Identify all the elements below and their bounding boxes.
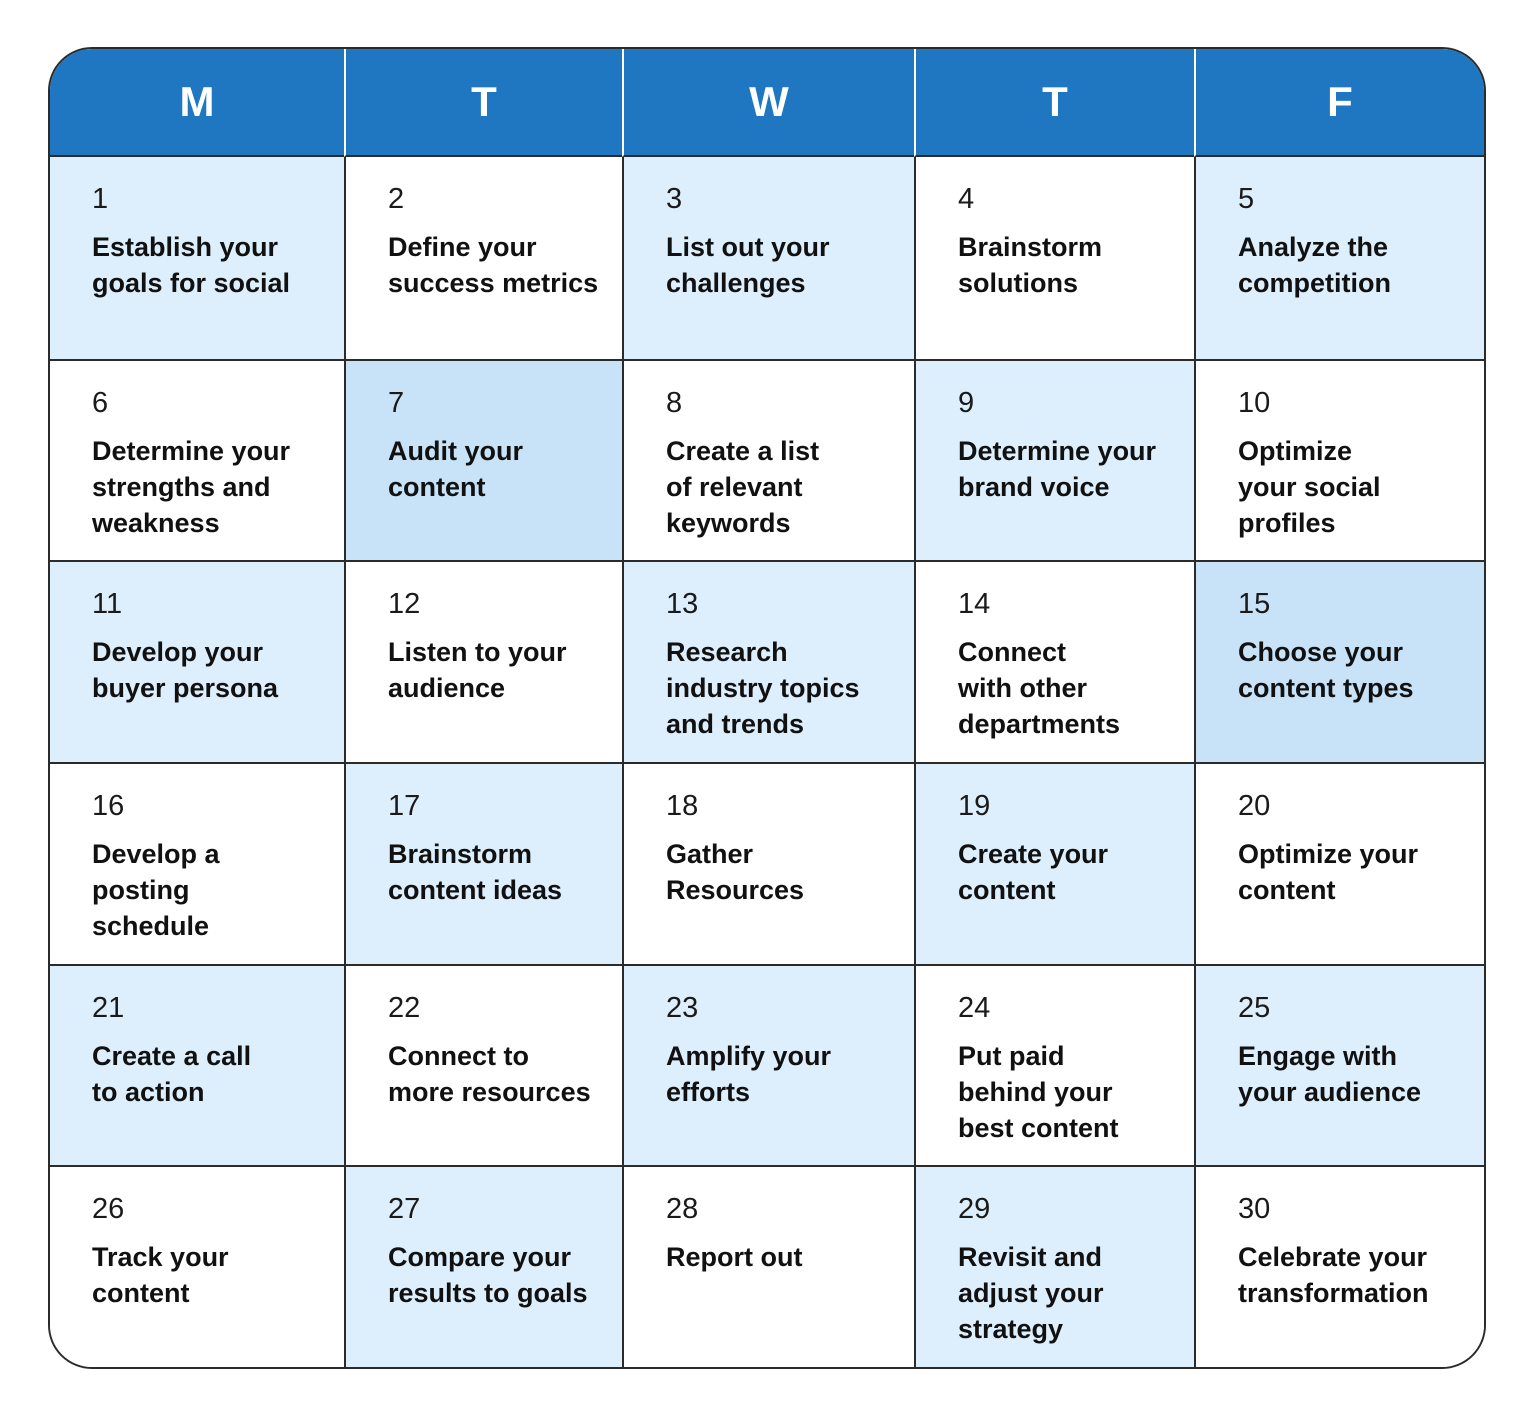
task-line: Put paid: [958, 1040, 1065, 1071]
day-task: [1238, 836, 1474, 908]
day-number: 1: [92, 183, 109, 215]
task-line: Audit your: [388, 435, 523, 466]
day-task: [958, 634, 1184, 742]
day-task: [388, 836, 612, 908]
task-line: Gather: [666, 839, 754, 869]
task-line: weakness: [92, 507, 220, 538]
header-day-wednesday: W: [622, 49, 914, 157]
day-cell: [50, 762, 344, 964]
day-cell: [1194, 762, 1484, 964]
day-task: [1238, 1239, 1474, 1311]
task-line: content: [1238, 875, 1336, 905]
task-line: Define your: [388, 232, 537, 262]
day-task: [666, 1038, 904, 1110]
day-number: 25: [1238, 991, 1271, 1024]
task-line: to action: [92, 1076, 205, 1107]
day-number: 26: [92, 1193, 125, 1226]
day-cell: [50, 157, 344, 359]
task-line: Connect: [958, 637, 1066, 668]
day-task: [388, 433, 612, 505]
task-line: content: [958, 875, 1056, 905]
task-line: Determine your: [92, 435, 291, 466]
task-line: of relevant: [666, 471, 803, 502]
task-line: and trends: [666, 709, 805, 740]
day-cell: [914, 359, 1194, 561]
task-line: Establish your: [92, 232, 279, 262]
day-number: 28: [666, 1193, 699, 1226]
task-line: Report out: [666, 1242, 803, 1273]
task-line: Engage with: [1238, 1040, 1398, 1071]
task-line: Amplify your: [666, 1040, 832, 1071]
task-line: Brainstorm: [958, 232, 1103, 262]
day-number: 11: [92, 588, 123, 621]
day-cell: [622, 1165, 914, 1367]
task-line: Compare your: [388, 1242, 572, 1273]
day-task: [388, 1038, 612, 1110]
day-cell: [622, 157, 914, 359]
day-number: 7: [388, 386, 405, 419]
day-cell: [50, 359, 344, 561]
task-line: results to goals: [388, 1278, 588, 1309]
day-number: 8: [666, 386, 683, 419]
day-cell: [344, 359, 622, 561]
day-number: 22: [388, 991, 421, 1024]
task-line: Optimize your: [1238, 839, 1419, 869]
task-line: strengths and: [92, 471, 271, 502]
task-line: brand voice: [958, 471, 1110, 502]
task-line: best content: [958, 1112, 1119, 1143]
day-task: [666, 634, 904, 742]
task-line: Brainstorm: [388, 839, 533, 869]
day-number: 20: [1238, 790, 1271, 822]
task-line: Create a call: [92, 1040, 252, 1071]
task-line: goals for social: [92, 268, 291, 298]
task-line: Connect to: [388, 1040, 529, 1071]
task-line: List out your: [666, 232, 830, 262]
day-task: [958, 836, 1184, 908]
day-task: [388, 1239, 612, 1311]
task-line: Listen to your: [388, 637, 567, 668]
day-task: [92, 433, 334, 541]
task-line: Optimize: [1238, 435, 1353, 466]
task-line: more resources: [388, 1076, 591, 1107]
day-task: [92, 836, 334, 944]
day-task: [958, 229, 1184, 301]
task-line: your social: [1238, 471, 1381, 502]
task-line: Develop your: [92, 637, 264, 668]
day-number: 5: [1238, 183, 1255, 215]
calendar-grid: [48, 47, 1486, 1369]
day-cell: [344, 964, 622, 1166]
task-line: success metrics: [388, 268, 599, 298]
day-cell: [344, 762, 622, 964]
day-number: 14: [958, 588, 991, 621]
day-number: 15: [1238, 588, 1271, 621]
task-line: content ideas: [388, 875, 563, 905]
day-task: [1238, 634, 1474, 706]
day-cell: [1194, 560, 1484, 762]
day-cell: [1194, 964, 1484, 1166]
day-number: 3: [666, 183, 683, 215]
day-task: [1238, 433, 1474, 541]
task-line: content: [92, 1278, 190, 1309]
task-line: Develop a: [92, 839, 220, 869]
task-line: competition: [1238, 268, 1391, 298]
task-line: profiles: [1238, 507, 1336, 538]
day-number: 9: [958, 386, 975, 419]
day-number: 24: [958, 991, 991, 1024]
day-cell: [1194, 359, 1484, 561]
day-task: [1238, 1038, 1474, 1110]
task-line: schedule: [92, 911, 210, 941]
task-line: Analyze the: [1238, 232, 1389, 262]
day-cell: [622, 762, 914, 964]
day-task: [92, 1038, 334, 1110]
day-task: [92, 229, 334, 301]
day-cell: [914, 157, 1194, 359]
task-line: keywords: [666, 507, 791, 538]
task-line: Resources: [666, 875, 805, 905]
day-number: 19: [958, 790, 991, 822]
task-line: departments: [958, 709, 1121, 740]
day-cell: [1194, 1165, 1484, 1367]
day-number: 2: [388, 183, 405, 215]
task-line: adjust your: [958, 1278, 1104, 1309]
day-cell: [344, 1165, 622, 1367]
task-line: strategy: [958, 1314, 1064, 1345]
day-cell: [914, 964, 1194, 1166]
day-number: 18: [666, 790, 699, 822]
day-cell: [622, 560, 914, 762]
day-number: 27: [388, 1193, 421, 1226]
task-line: efforts: [666, 1076, 751, 1107]
header-day-tuesday: T: [344, 49, 622, 157]
day-cell: [914, 1165, 1194, 1367]
day-task: [666, 433, 904, 541]
task-line: solutions: [958, 268, 1078, 298]
task-line: Create a list: [666, 435, 820, 466]
day-task: [958, 1038, 1184, 1146]
task-line: with other: [958, 673, 1087, 704]
day-cell: [914, 560, 1194, 762]
task-line: audience: [388, 673, 506, 704]
day-cell: [914, 762, 1194, 964]
day-task: [388, 634, 612, 706]
day-number: 12: [388, 588, 421, 621]
task-line: buyer persona: [92, 673, 279, 704]
day-number: 13: [666, 588, 699, 621]
day-cell: [622, 359, 914, 561]
day-number: 23: [666, 991, 699, 1024]
task-line: Research: [666, 637, 788, 668]
day-task: [958, 433, 1184, 505]
task-line: Celebrate your: [1238, 1242, 1428, 1273]
header-day-friday: F: [1194, 49, 1484, 157]
task-line: Track your: [92, 1242, 229, 1273]
day-task: [92, 634, 334, 706]
task-line: Create your: [958, 839, 1109, 869]
header-day-thursday: T: [914, 49, 1194, 157]
task-line: challenges: [666, 268, 806, 298]
day-cell: [344, 157, 622, 359]
day-number: 21: [92, 991, 125, 1024]
task-line: your audience: [1238, 1076, 1422, 1107]
day-cell: [1194, 157, 1484, 359]
day-cell: [50, 1165, 344, 1367]
task-line: Determine your: [958, 435, 1157, 466]
task-line: transformation: [1238, 1278, 1429, 1309]
day-cell: [622, 964, 914, 1166]
task-line: Revisit and: [958, 1242, 1103, 1273]
day-number: 4: [958, 183, 975, 215]
day-number: 6: [92, 386, 109, 419]
task-line: Choose your: [1238, 637, 1404, 668]
day-number: 10: [1238, 386, 1271, 419]
day-task: [388, 229, 612, 301]
day-number: 17: [388, 790, 421, 822]
day-task: [958, 1239, 1184, 1347]
header-day-monday: M: [50, 49, 344, 157]
task-line: content: [388, 471, 486, 502]
day-cell: [50, 560, 344, 762]
day-task: [666, 1239, 904, 1275]
day-number: 29: [958, 1193, 991, 1226]
task-line: posting: [92, 875, 190, 905]
day-task: [666, 836, 904, 908]
task-line: industry topics: [666, 673, 860, 704]
day-number: 30: [1238, 1193, 1271, 1226]
day-cell: [50, 964, 344, 1166]
task-line: behind your: [958, 1076, 1113, 1107]
day-task: [92, 1239, 334, 1311]
day-task: [666, 229, 904, 301]
day-task: [1238, 229, 1474, 301]
day-number: 16: [92, 790, 125, 822]
task-line: content types: [1238, 673, 1414, 704]
day-cell: [344, 560, 622, 762]
